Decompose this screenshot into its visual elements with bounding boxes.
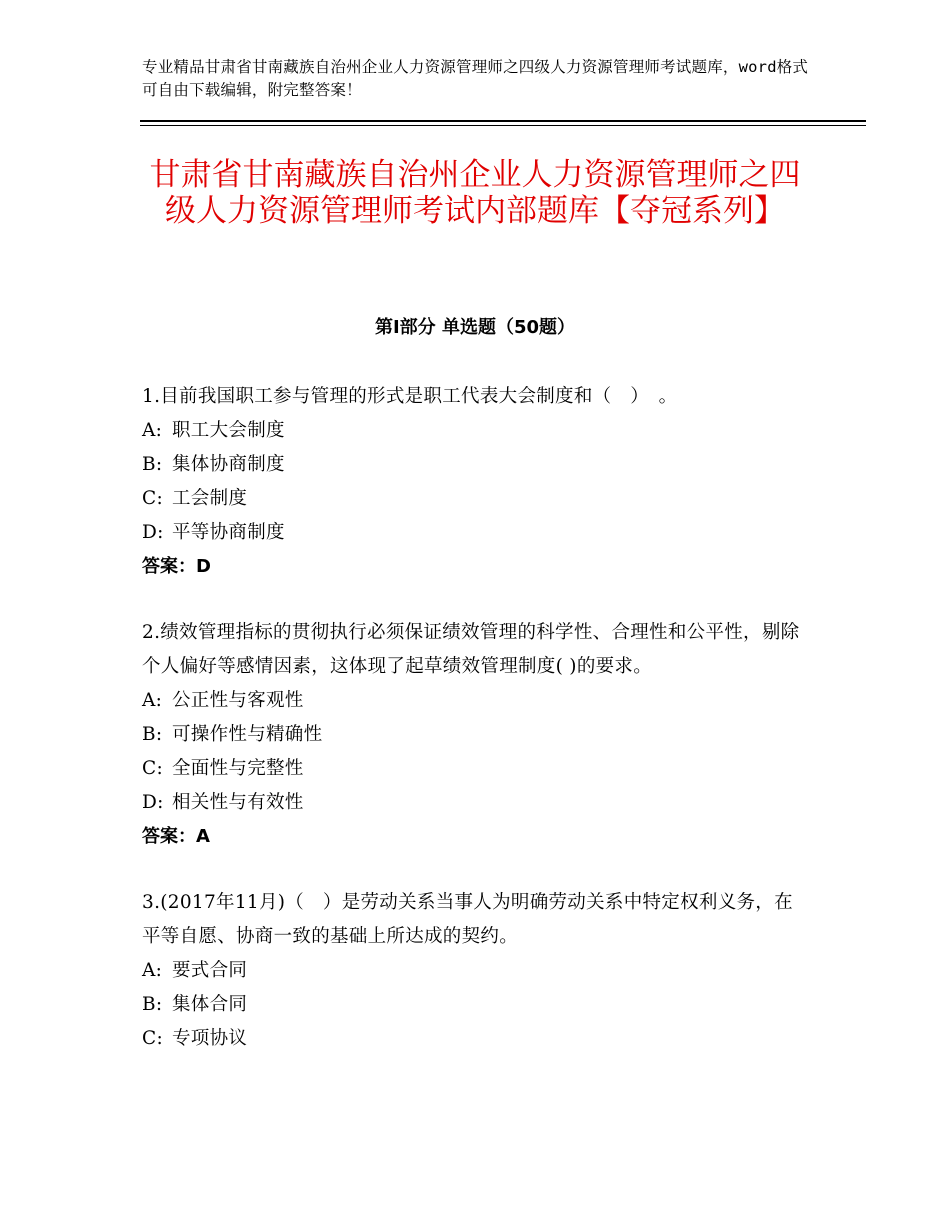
option-text: 集体协商制度 [172, 454, 285, 475]
option-text: 全面性与完整性 [172, 758, 304, 779]
header-note: 专业精品甘肃省甘南藏族自治州企业人力资源管理师之四级人力资源管理师考试题库，word格式可自由下载编辑，附完整答案！ [142, 58, 809, 99]
option-c [142, 752, 810, 786]
option-b [142, 448, 810, 482]
option-key: B: [142, 994, 163, 1015]
option-a [142, 954, 810, 988]
question-stem: 2.绩效管理指标的贯彻执行必须保证绩效管理的科学性、合理性和公平性，剔除个人偏好等感情因素，这体现了起草绩效管理制度( )的要求。 [142, 622, 800, 677]
option-text: 公正性与客观性 [172, 690, 304, 711]
option-a [142, 414, 810, 448]
question-2 [142, 616, 810, 854]
question-stem: 3.(2017年11月)（ ）是劳动关系当事人为明确劳动关系中特定权利义务，在平等自愿、协商一致的基础上所达成的契约。 [142, 892, 793, 947]
option-b [142, 988, 810, 1022]
option-text: 职工大会制度 [172, 420, 285, 441]
option-key: B: [142, 724, 163, 745]
option-text: 集体合同 [172, 994, 248, 1015]
option-key: C: [142, 488, 163, 509]
answer-line: 答案：A [142, 826, 210, 847]
option-d [142, 786, 810, 820]
option-text: 工会制度 [172, 488, 248, 509]
option-d [142, 516, 810, 550]
option-key: C: [142, 758, 163, 779]
option-text: 可操作性与精确性 [172, 724, 323, 745]
option-key: A: [142, 960, 163, 981]
question-list [142, 380, 810, 1088]
option-a [142, 684, 810, 718]
document-title: 甘肃省甘南藏族自治州企业人力资源管理师之四级人力资源管理师考试内部题库【夺冠系列】 [149, 157, 801, 229]
option-text: 要式合同 [172, 960, 248, 981]
question-3 [142, 886, 810, 1056]
option-key: C: [142, 1028, 163, 1049]
question-1 [142, 380, 810, 584]
option-c [142, 1022, 810, 1056]
option-b [142, 718, 810, 752]
question-stem: 1.目前我国职工参与管理的形式是职工代表大会制度和（ ） 。 [142, 386, 678, 407]
section-title: 第Ⅰ部分 单选题（50题） [374, 317, 575, 338]
option-text: 相关性与有效性 [172, 792, 304, 813]
option-text: 平等协商制度 [172, 522, 285, 543]
option-key: D: [142, 792, 164, 813]
option-key: A: [142, 420, 163, 441]
option-c [142, 482, 810, 516]
header-divider-thick [140, 120, 866, 122]
option-key: A: [142, 690, 163, 711]
option-key: B: [142, 454, 163, 475]
option-text: 专项协议 [172, 1028, 248, 1049]
answer-line: 答案：D [142, 556, 211, 577]
header-divider-thin [140, 125, 866, 126]
option-key: D: [142, 522, 164, 543]
